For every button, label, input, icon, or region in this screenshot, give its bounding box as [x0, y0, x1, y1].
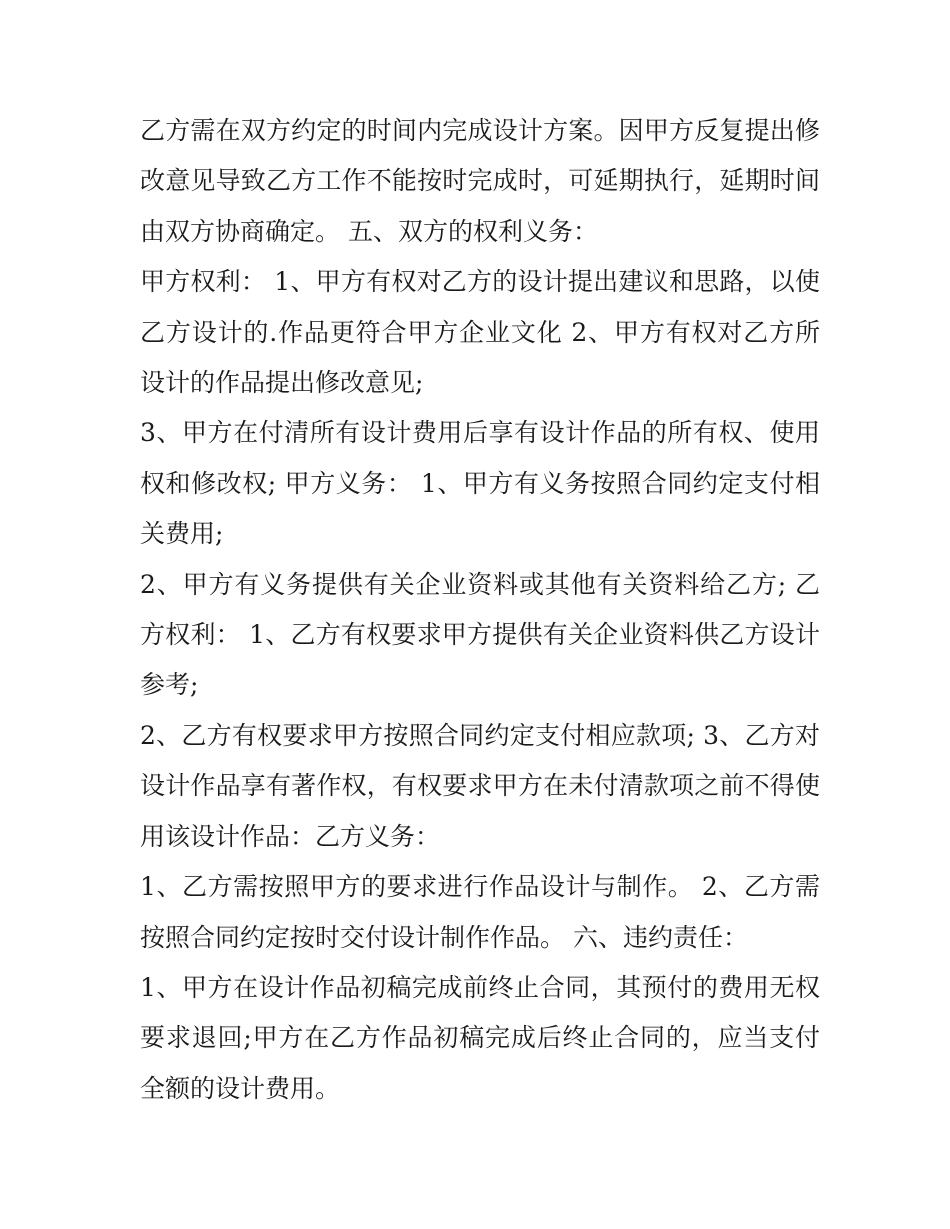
- paragraph-4: 2、甲方有义务提供有关企业资料或其他有关资料给乙方; 乙方权利： 1、乙方有权要求甲方提供有关企业资料供乙方设计参考;: [140, 569, 820, 700]
- paragraph-2: 甲方权利： 1、甲方有权对乙方的设计提出建议和思路，以使乙方设计的.作品更符合甲方企业文化 2、甲方有权对乙方所设计的作品提出修改意见;: [140, 267, 820, 398]
- paragraph-7: 1、甲方在设计作品初稿完成前终止合同，其预付的费用无权要求退回;甲方在乙方作品初稿完成后终止合同的，应当支付全额的设计费用。: [140, 972, 820, 1103]
- paragraph-3: 3、甲方在付清所有设计费用后享有设计作品的所有权、使用权和修改权; 甲方义务： 1、甲方有义务按照合同约定支付相关费用;: [140, 418, 820, 549]
- paragraph-6: 1、乙方需按照甲方的要求进行作品设计与制作。 2、乙方需按照合同约定按时交付设计制作作品。 六、违约责任：: [140, 872, 820, 952]
- paragraph-5: 2、乙方有权要求甲方按照合同约定支付相应款项; 3、乙方对设计作品享有著作权，有权要求甲方在未付清款项之前不得使用该设计作品：乙方义务：: [140, 720, 820, 851]
- paragraph-1: 乙方需在双方约定的时间内完成设计方案。因甲方反复提出修改意见导致乙方工作不能按时完成时，可延期执行，延期时间由双方协商确定。 五、双方的权利义务：: [140, 116, 820, 246]
- document-body: [140, 106, 820, 1114]
